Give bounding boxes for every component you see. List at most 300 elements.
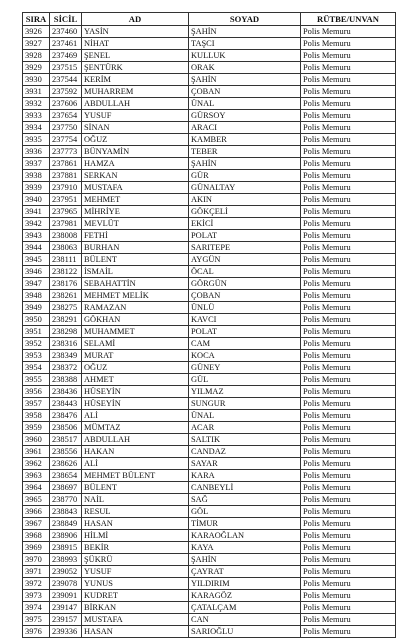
cell-ad: MİHRİYE (82, 206, 189, 218)
cell-ad: BÜLENT (82, 254, 189, 266)
cell-soyad: GÖL (189, 506, 301, 518)
cell-sicil: 239091 (50, 590, 82, 602)
cell-sicil: 237965 (50, 206, 82, 218)
cell-sira: 3966 (23, 506, 50, 518)
cell-sicil: 238298 (50, 326, 82, 338)
cell-sicil: 237654 (50, 110, 82, 122)
cell-rutbe: Polis Memuru (301, 98, 396, 110)
table-row (23, 74, 396, 86)
cell-sicil: 237910 (50, 182, 82, 194)
table-row (23, 566, 396, 578)
cell-soyad: ÇAYRAT (189, 566, 301, 578)
cell-sira: 3946 (23, 266, 50, 278)
cell-soyad: ÇATALÇAM (189, 602, 301, 614)
cell-rutbe: Polis Memuru (301, 302, 396, 314)
cell-sira: 3968 (23, 530, 50, 542)
cell-ad: ABDULLAH (82, 98, 189, 110)
cell-sira: 3930 (23, 74, 50, 86)
cell-sicil: 238476 (50, 410, 82, 422)
table-row (23, 314, 396, 326)
cell-sira: 3926 (23, 26, 50, 38)
cell-sicil: 238291 (50, 314, 82, 326)
cell-sira: 3955 (23, 374, 50, 386)
table-row (23, 26, 396, 38)
cell-rutbe: Polis Memuru (301, 170, 396, 182)
cell-rutbe: Polis Memuru (301, 626, 396, 638)
cell-soyad: ŞAHİN (189, 554, 301, 566)
cell-sicil: 239336 (50, 626, 82, 638)
cell-rutbe: Polis Memuru (301, 602, 396, 614)
table-row (23, 446, 396, 458)
table-row (23, 374, 396, 386)
header-row (23, 13, 396, 26)
cell-ad: ALİ (82, 410, 189, 422)
cell-ad: MÜMTAZ (82, 422, 189, 434)
cell-rutbe: Polis Memuru (301, 38, 396, 50)
cell-sicil: 238063 (50, 242, 82, 254)
cell-sira: 3944 (23, 242, 50, 254)
cell-rutbe: Polis Memuru (301, 62, 396, 74)
table-row (23, 422, 396, 434)
cell-soyad: ÜNLÜ (189, 302, 301, 314)
cell-sicil: 238915 (50, 542, 82, 554)
cell-ad: HAMZA (82, 158, 189, 170)
cell-sira: 3971 (23, 566, 50, 578)
table-row (23, 602, 396, 614)
cell-ad: SERKAN (82, 170, 189, 182)
cell-rutbe: Polis Memuru (301, 182, 396, 194)
cell-rutbe: Polis Memuru (301, 254, 396, 266)
cell-rutbe: Polis Memuru (301, 458, 396, 470)
cell-sicil: 237515 (50, 62, 82, 74)
cell-ad: FETHİ (82, 230, 189, 242)
cell-rutbe: Polis Memuru (301, 266, 396, 278)
cell-ad: MUHARREM (82, 86, 189, 98)
table-row (23, 578, 396, 590)
cell-sira: 3937 (23, 158, 50, 170)
cell-rutbe: Polis Memuru (301, 110, 396, 122)
table-row (23, 230, 396, 242)
table-row (23, 506, 396, 518)
cell-sira: 3934 (23, 122, 50, 134)
cell-sira: 3932 (23, 98, 50, 110)
cell-sicil: 238993 (50, 554, 82, 566)
cell-soyad: POLAT (189, 230, 301, 242)
cell-soyad: KARA (189, 470, 301, 482)
cell-sicil: 238176 (50, 278, 82, 290)
cell-ad: RAMAZAN (82, 302, 189, 314)
cell-ad: ŞENEL (82, 50, 189, 62)
cell-ad: BURHAN (82, 242, 189, 254)
table-row (23, 122, 396, 134)
header-sira: SIRA (23, 13, 50, 26)
cell-rutbe: Polis Memuru (301, 326, 396, 338)
cell-rutbe: Polis Memuru (301, 518, 396, 530)
table-row (23, 482, 396, 494)
cell-sicil: 237460 (50, 26, 82, 38)
cell-sicil: 238388 (50, 374, 82, 386)
table-row (23, 590, 396, 602)
cell-soyad: TAŞCI (189, 38, 301, 50)
cell-ad: OĞUZ (82, 362, 189, 374)
cell-soyad: GÖKÇELİ (189, 206, 301, 218)
cell-sicil: 239157 (50, 614, 82, 626)
cell-sira: 3945 (23, 254, 50, 266)
cell-sira: 3954 (23, 362, 50, 374)
table-row (23, 170, 396, 182)
cell-soyad: KARAOĞLAN (189, 530, 301, 542)
cell-sira: 3948 (23, 290, 50, 302)
cell-rutbe: Polis Memuru (301, 74, 396, 86)
table-row (23, 110, 396, 122)
cell-ad: KUDRET (82, 590, 189, 602)
cell-sicil: 238372 (50, 362, 82, 374)
cell-sicil: 238770 (50, 494, 82, 506)
cell-sicil: 238008 (50, 230, 82, 242)
cell-soyad: YILDIRIM (189, 578, 301, 590)
cell-rutbe: Polis Memuru (301, 290, 396, 302)
cell-soyad: POLAT (189, 326, 301, 338)
table-row (23, 626, 396, 638)
cell-soyad: EKİCİ (189, 218, 301, 230)
cell-sicil: 237754 (50, 134, 82, 146)
cell-sicil: 238556 (50, 446, 82, 458)
cell-rutbe: Polis Memuru (301, 146, 396, 158)
cell-sicil: 238654 (50, 470, 82, 482)
table-row (23, 386, 396, 398)
cell-rutbe: Polis Memuru (301, 350, 396, 362)
table-row (23, 218, 396, 230)
cell-sicil: 238443 (50, 398, 82, 410)
cell-rutbe: Polis Memuru (301, 494, 396, 506)
cell-soyad: GÜNALTAY (189, 182, 301, 194)
cell-sira: 3940 (23, 194, 50, 206)
table-row (23, 350, 396, 362)
cell-sira: 3927 (23, 38, 50, 50)
cell-ad: BEKİR (82, 542, 189, 554)
cell-sira: 3970 (23, 554, 50, 566)
cell-rutbe: Polis Memuru (301, 614, 396, 626)
cell-rutbe: Polis Memuru (301, 386, 396, 398)
cell-soyad: KARAGÖZ (189, 590, 301, 602)
cell-sicil: 238506 (50, 422, 82, 434)
cell-soyad: SAYAR (189, 458, 301, 470)
cell-soyad: SARIOĞLU (189, 626, 301, 638)
cell-sicil: 237606 (50, 98, 82, 110)
cell-sicil: 237750 (50, 122, 82, 134)
table-row (23, 62, 396, 74)
cell-sira: 3947 (23, 278, 50, 290)
table-row (23, 530, 396, 542)
cell-sicil: 238626 (50, 458, 82, 470)
cell-ad: KERİM (82, 74, 189, 86)
cell-rutbe: Polis Memuru (301, 218, 396, 230)
cell-sicil: 237592 (50, 86, 82, 98)
cell-sira: 3960 (23, 434, 50, 446)
cell-ad: MUSTAFA (82, 614, 189, 626)
cell-ad: ŞÜKRÜ (82, 554, 189, 566)
cell-sira: 3974 (23, 602, 50, 614)
cell-soyad: ÖCAL (189, 266, 301, 278)
cell-ad: RESUL (82, 506, 189, 518)
cell-soyad: AYGÜN (189, 254, 301, 266)
cell-ad: MEHMET BÜLENT (82, 470, 189, 482)
header-soyad: SOYAD (189, 13, 301, 26)
table-row (23, 434, 396, 446)
cell-sira: 3956 (23, 386, 50, 398)
table-row (23, 302, 396, 314)
table-row (23, 38, 396, 50)
header-sicil: SİCİL (50, 13, 82, 26)
cell-rutbe: Polis Memuru (301, 134, 396, 146)
cell-soyad: ŞAHİN (189, 26, 301, 38)
cell-sira: 3972 (23, 578, 50, 590)
cell-sicil: 238275 (50, 302, 82, 314)
table-row (23, 458, 396, 470)
cell-soyad: AKIN (189, 194, 301, 206)
cell-sicil: 238111 (50, 254, 82, 266)
cell-ad: NİHAT (82, 38, 189, 50)
cell-soyad: TİMUR (189, 518, 301, 530)
cell-rutbe: Polis Memuru (301, 194, 396, 206)
cell-sira: 3949 (23, 302, 50, 314)
cell-soyad: GÜNEY (189, 362, 301, 374)
cell-sira: 3964 (23, 482, 50, 494)
table-row (23, 494, 396, 506)
cell-sicil: 238843 (50, 506, 82, 518)
table-row (23, 254, 396, 266)
cell-rutbe: Polis Memuru (301, 230, 396, 242)
cell-rutbe: Polis Memuru (301, 338, 396, 350)
cell-sicil: 238316 (50, 338, 82, 350)
table-row (23, 554, 396, 566)
cell-soyad: CANDAZ (189, 446, 301, 458)
table-row (23, 278, 396, 290)
cell-ad: YASİN (82, 26, 189, 38)
cell-rutbe: Polis Memuru (301, 578, 396, 590)
cell-sira: 3935 (23, 134, 50, 146)
cell-sicil: 237544 (50, 74, 82, 86)
cell-ad: BİRKAN (82, 602, 189, 614)
cell-sicil: 238849 (50, 518, 82, 530)
cell-soyad: KOCA (189, 350, 301, 362)
cell-ad: YUSUF (82, 566, 189, 578)
cell-soyad: GÜRSOY (189, 110, 301, 122)
cell-ad: ŞENTÜRK (82, 62, 189, 74)
cell-sicil: 237861 (50, 158, 82, 170)
cell-soyad: TEBER (189, 146, 301, 158)
cell-sicil: 238436 (50, 386, 82, 398)
cell-sicil: 237981 (50, 218, 82, 230)
cell-soyad: KAYA (189, 542, 301, 554)
table-row (23, 146, 396, 158)
table-row (23, 542, 396, 554)
cell-sicil: 237773 (50, 146, 82, 158)
cell-ad: ABDULLAH (82, 434, 189, 446)
cell-sicil: 237951 (50, 194, 82, 206)
table-row (23, 206, 396, 218)
table-row (23, 266, 396, 278)
table-row (23, 158, 396, 170)
cell-rutbe: Polis Memuru (301, 86, 396, 98)
table-row (23, 194, 396, 206)
cell-soyad: KULLUK (189, 50, 301, 62)
cell-soyad: ORAK (189, 62, 301, 74)
cell-ad: HASAN (82, 626, 189, 638)
cell-ad: HÜSEYİN (82, 386, 189, 398)
table-row (23, 326, 396, 338)
cell-soyad: SUNGUR (189, 398, 301, 410)
cell-sira: 3938 (23, 170, 50, 182)
cell-sicil: 238517 (50, 434, 82, 446)
cell-ad: SELAMİ (82, 338, 189, 350)
cell-ad: HİLMİ (82, 530, 189, 542)
cell-ad: HÜSEYİN (82, 398, 189, 410)
cell-soyad: ŞAHİN (189, 158, 301, 170)
table-row (23, 470, 396, 482)
cell-sicil: 239078 (50, 578, 82, 590)
cell-sira: 3963 (23, 470, 50, 482)
cell-sira: 3961 (23, 446, 50, 458)
table-row (23, 98, 396, 110)
cell-sira: 3952 (23, 338, 50, 350)
cell-sicil: 238697 (50, 482, 82, 494)
cell-sira: 3936 (23, 146, 50, 158)
cell-ad: BÜNYAMİN (82, 146, 189, 158)
cell-ad: MEVLÜT (82, 218, 189, 230)
cell-sira: 3967 (23, 518, 50, 530)
cell-ad: MURAT (82, 350, 189, 362)
cell-sira: 3942 (23, 218, 50, 230)
table-row (23, 518, 396, 530)
cell-ad: GÖKHAN (82, 314, 189, 326)
cell-sira: 3958 (23, 410, 50, 422)
cell-rutbe: Polis Memuru (301, 566, 396, 578)
cell-rutbe: Polis Memuru (301, 362, 396, 374)
cell-soyad: ÇOBAN (189, 290, 301, 302)
cell-rutbe: Polis Memuru (301, 434, 396, 446)
cell-sira: 3939 (23, 182, 50, 194)
cell-rutbe: Polis Memuru (301, 482, 396, 494)
cell-rutbe: Polis Memuru (301, 446, 396, 458)
cell-sira: 3953 (23, 350, 50, 362)
cell-soyad: GÜR (189, 170, 301, 182)
cell-sira: 3931 (23, 86, 50, 98)
cell-ad: MEHMET MELİK (82, 290, 189, 302)
cell-sicil: 239052 (50, 566, 82, 578)
cell-rutbe: Polis Memuru (301, 314, 396, 326)
cell-soyad: ÇOBAN (189, 86, 301, 98)
cell-rutbe: Polis Memuru (301, 122, 396, 134)
cell-sira: 3950 (23, 314, 50, 326)
cell-rutbe: Polis Memuru (301, 26, 396, 38)
cell-sira: 3965 (23, 494, 50, 506)
cell-soyad: ÜNAL (189, 410, 301, 422)
cell-soyad: YILMAZ (189, 386, 301, 398)
cell-soyad: SARITEPE (189, 242, 301, 254)
cell-rutbe: Polis Memuru (301, 278, 396, 290)
cell-sira: 3928 (23, 50, 50, 62)
cell-ad: NAİL (82, 494, 189, 506)
table-row (23, 182, 396, 194)
cell-ad: SEBAHATTİN (82, 278, 189, 290)
cell-sira: 3973 (23, 590, 50, 602)
cell-soyad: GÖRGÜN (189, 278, 301, 290)
cell-sicil: 238261 (50, 290, 82, 302)
cell-ad: HASAN (82, 518, 189, 530)
table-row (23, 614, 396, 626)
cell-soyad: SALTIK (189, 434, 301, 446)
table-row (23, 86, 396, 98)
cell-sira: 3943 (23, 230, 50, 242)
cell-rutbe: Polis Memuru (301, 590, 396, 602)
cell-ad: YUNUS (82, 578, 189, 590)
cell-ad: YUSUF (82, 110, 189, 122)
cell-sira: 3951 (23, 326, 50, 338)
cell-sicil: 238349 (50, 350, 82, 362)
table-row (23, 398, 396, 410)
cell-ad: BÜLENT (82, 482, 189, 494)
cell-rutbe: Polis Memuru (301, 470, 396, 482)
personnel-table (22, 12, 396, 638)
cell-rutbe: Polis Memuru (301, 50, 396, 62)
cell-sira: 3929 (23, 62, 50, 74)
table-row (23, 290, 396, 302)
cell-rutbe: Polis Memuru (301, 422, 396, 434)
cell-rutbe: Polis Memuru (301, 530, 396, 542)
cell-soyad: KAMBER (189, 134, 301, 146)
cell-sicil: 238906 (50, 530, 82, 542)
cell-rutbe: Polis Memuru (301, 410, 396, 422)
cell-sicil: 237881 (50, 170, 82, 182)
cell-soyad: ARACI (189, 122, 301, 134)
cell-ad: SİNAN (82, 122, 189, 134)
cell-sira: 3975 (23, 614, 50, 626)
cell-sicil: 237461 (50, 38, 82, 50)
table-row (23, 362, 396, 374)
cell-sira: 3959 (23, 422, 50, 434)
cell-soyad: CAN (189, 614, 301, 626)
cell-ad: MUSTAFA (82, 182, 189, 194)
cell-sira: 3933 (23, 110, 50, 122)
header-rutbe: RÜTBE/UNVAN (301, 13, 396, 26)
cell-sicil: 239147 (50, 602, 82, 614)
table-row (23, 410, 396, 422)
table-row (23, 338, 396, 350)
cell-sira: 3957 (23, 398, 50, 410)
cell-sicil: 238122 (50, 266, 82, 278)
cell-ad: OĞUZ (82, 134, 189, 146)
cell-soyad: SAĞ (189, 494, 301, 506)
cell-soyad: ÜNAL (189, 98, 301, 110)
header-ad: AD (82, 13, 189, 26)
cell-rutbe: Polis Memuru (301, 206, 396, 218)
cell-rutbe: Polis Memuru (301, 158, 396, 170)
cell-rutbe: Polis Memuru (301, 242, 396, 254)
cell-ad: AHMET (82, 374, 189, 386)
cell-sicil: 237469 (50, 50, 82, 62)
cell-soyad: GÜL (189, 374, 301, 386)
cell-ad: HAKAN (82, 446, 189, 458)
table-row (23, 134, 396, 146)
cell-sira: 3941 (23, 206, 50, 218)
cell-rutbe: Polis Memuru (301, 542, 396, 554)
cell-soyad: KAVCI (189, 314, 301, 326)
cell-soyad: ACAR (189, 422, 301, 434)
cell-rutbe: Polis Memuru (301, 374, 396, 386)
cell-rutbe: Polis Memuru (301, 554, 396, 566)
table-row (23, 50, 396, 62)
